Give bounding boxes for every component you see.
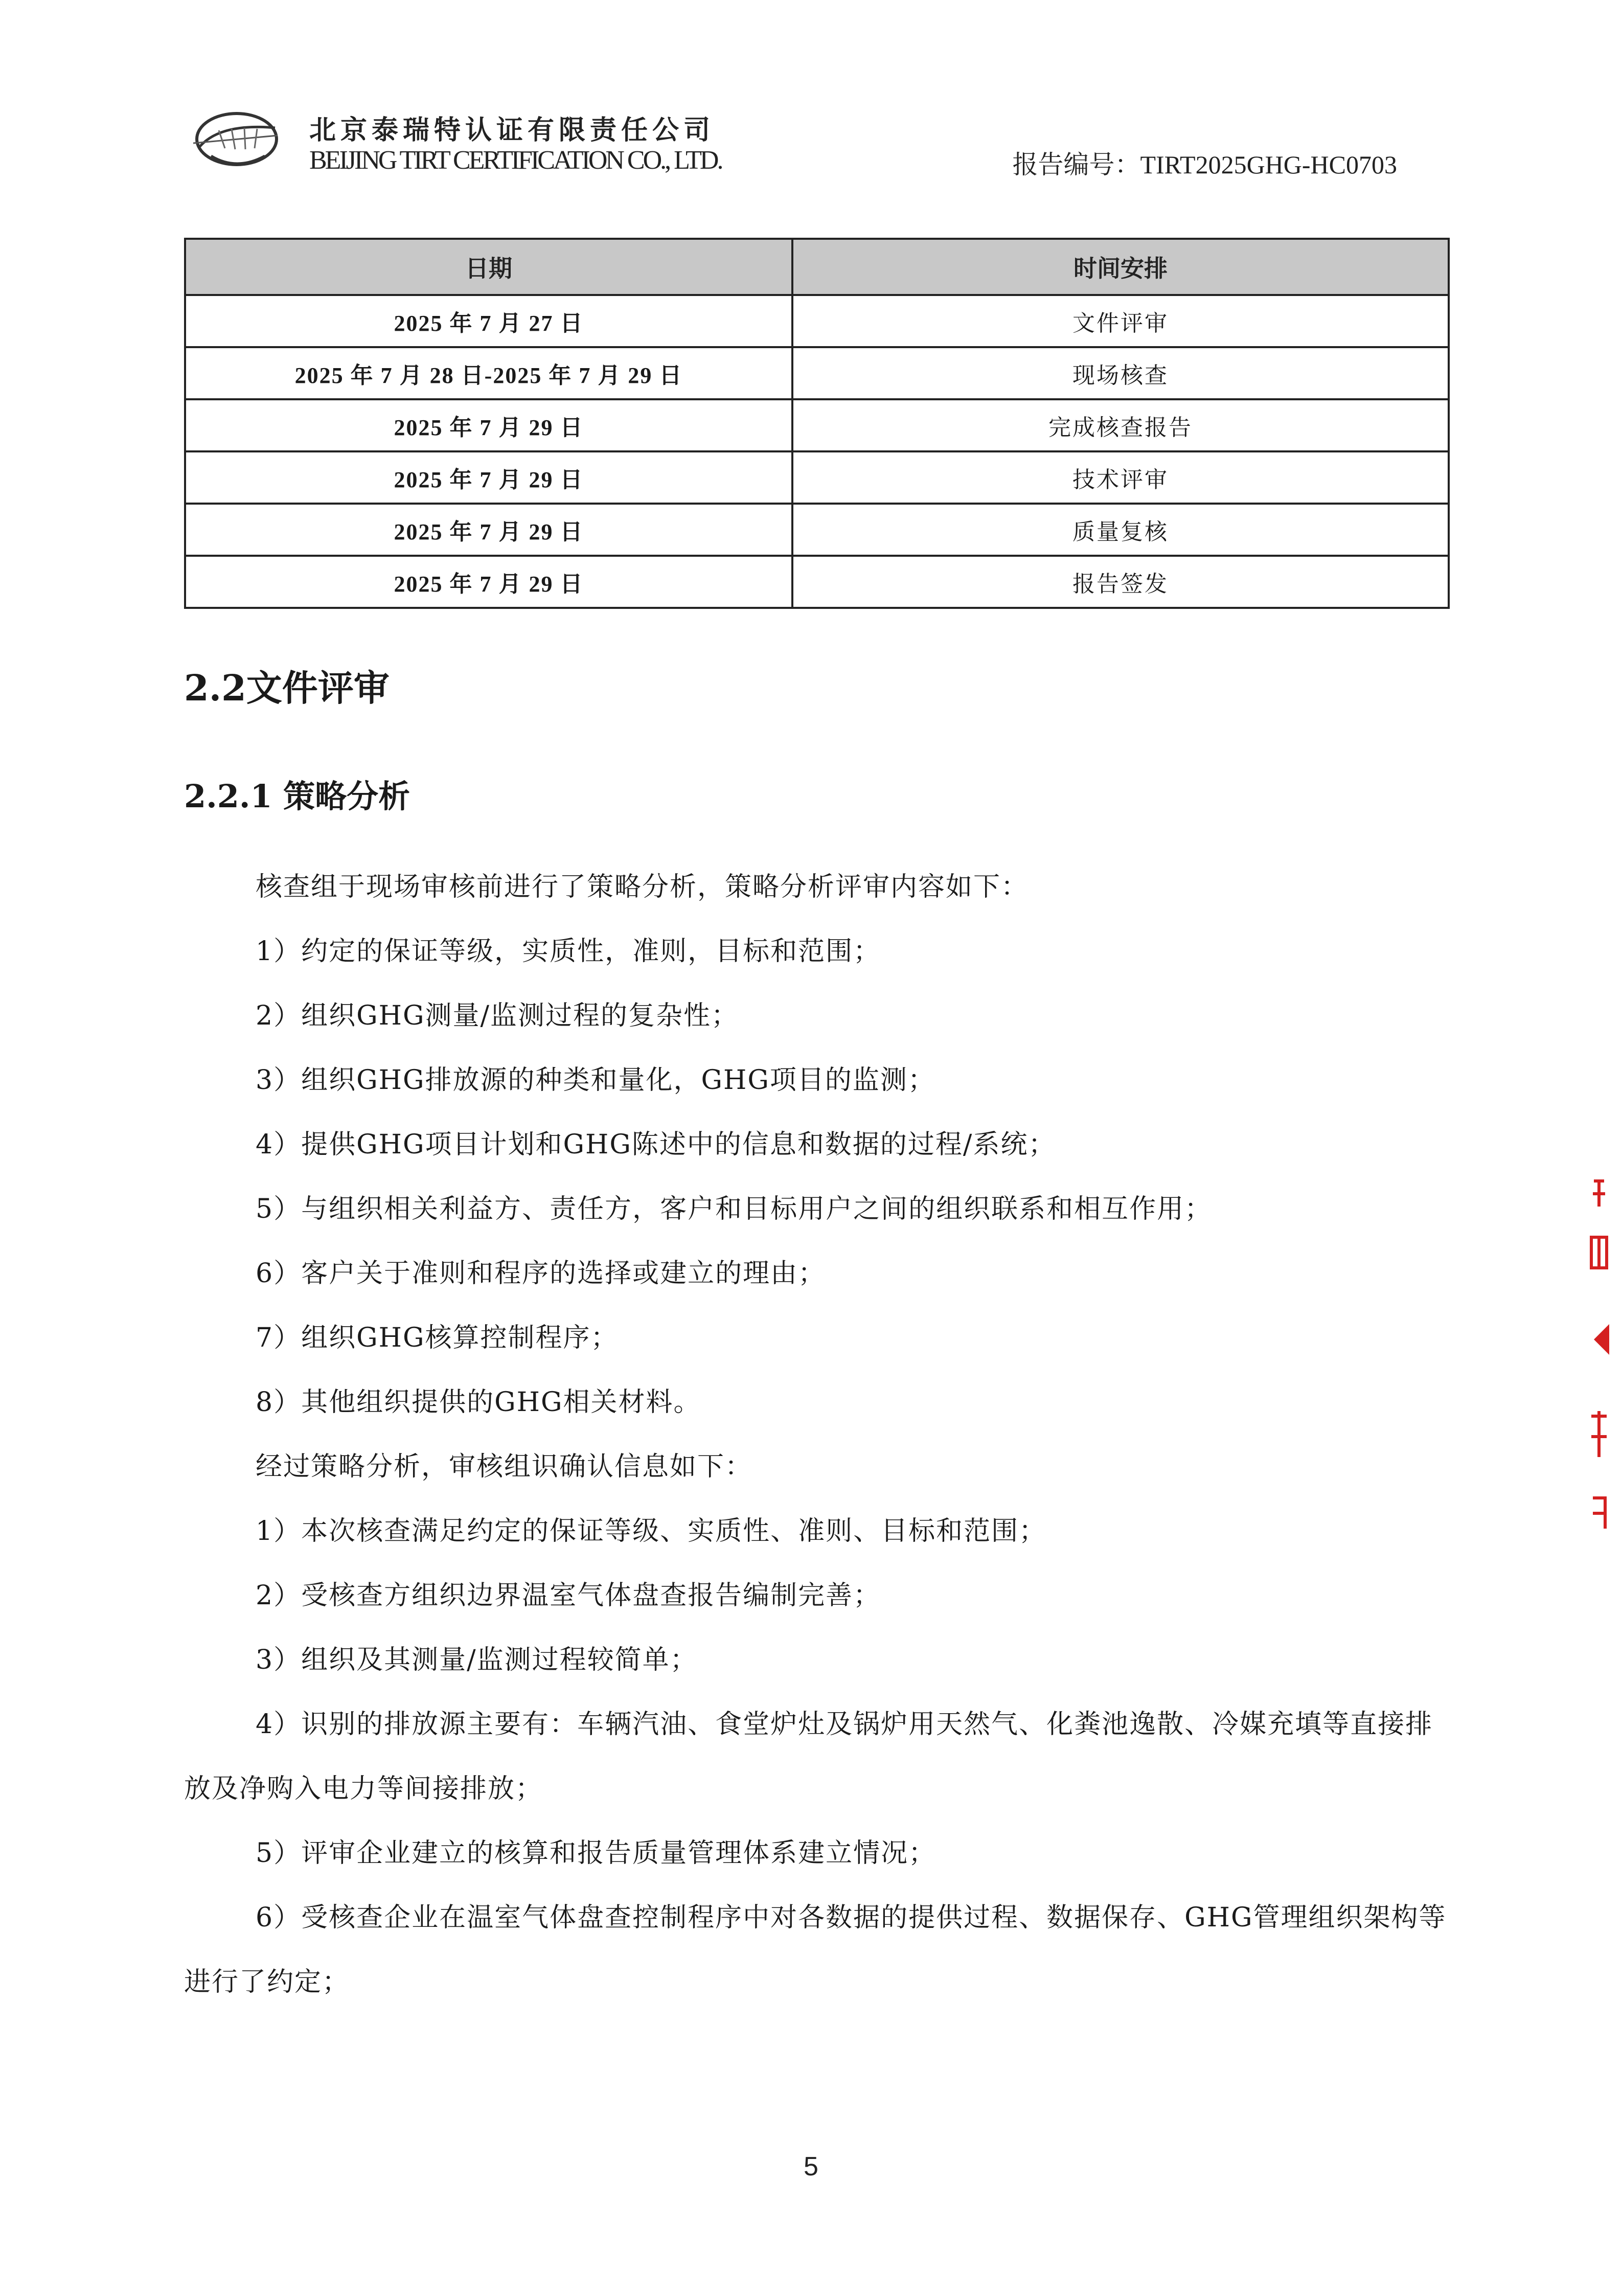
table-row: [185, 295, 1449, 347]
company-name-cn: 北京泰瑞特认证有限责任公司: [309, 115, 715, 146]
paragraph: 4）识别的排放源主要有：车辆汽油、食堂炉灶及锅炉用天然气、化粪池逸散、冷媒充填等直接排放及净购入电力等间接排放；: [184, 1709, 1433, 1804]
date-cell: 2025 年 7 月 29 日: [185, 556, 792, 608]
company-name-en: BEIJING TIRT CERTIFICATION CO., LTD.: [309, 146, 722, 175]
date-cell: 2025 年 7 月 28 日-2025 年 7 月 29 日: [185, 347, 792, 399]
paragraph: 4）提供GHG项目计划和GHG陈述中的信息和数据的过程/系统；: [256, 1129, 1056, 1160]
paragraph: 经过策略分析，审核组识确认信息如下：: [256, 1451, 753, 1482]
paragraph: 3）组织GHG排放源的种类和量化，GHG项目的监测；: [256, 1065, 935, 1096]
section-heading: 2.2文件评审: [184, 667, 390, 709]
task-cell: 现场核查: [792, 347, 1449, 399]
paragraph: 6）受核查企业在温室气体盘查控制程序中对各数据的提供过程、数据保存、GHG管理组织架构等进行了约定；: [184, 1902, 1447, 1997]
table-row: [185, 504, 1449, 556]
paragraph: 核查组于现场审核前进行了策略分析，策略分析评审内容如下：: [256, 872, 1029, 902]
task-cell: 质量复核: [792, 504, 1449, 556]
date-cell: 2025 年 7 月 29 日: [185, 451, 792, 504]
column-header-task: 时间安排: [792, 239, 1449, 295]
date-cell: 2025 年 7 月 29 日: [185, 399, 792, 451]
paragraph: 8）其他组织提供的GHG相关材料。: [256, 1387, 701, 1418]
paragraph: 7）组织GHG核算控制程序；: [256, 1323, 619, 1353]
table-row: [185, 347, 1449, 399]
table-row: [185, 556, 1449, 608]
table-row: [185, 399, 1449, 451]
paragraph: 3）组织及其测量/监测过程较简单；: [256, 1645, 698, 1675]
page-number: 5: [804, 2152, 818, 2181]
table-header-row: [185, 239, 1449, 295]
task-cell: 报告签发: [792, 556, 1449, 608]
schedule-table: [184, 238, 1450, 609]
table-row: [185, 451, 1449, 504]
paragraph: 5）与组织相关利益方、责任方，客户和目标用户之间的组织联系和相互作用；: [256, 1194, 1213, 1224]
paragraph: 1）约定的保证等级，实质性，准则，目标和范围；: [256, 936, 881, 967]
paragraph: 6）客户关于准则和程序的选择或建立的理由；: [256, 1258, 826, 1289]
task-cell: 文件评审: [792, 295, 1449, 347]
column-header-date: 日期: [185, 239, 792, 295]
seal-fragment-icon: [1584, 1171, 1614, 1559]
subsection-heading: 2.2.1 策略分析: [184, 778, 410, 815]
task-cell: 技术评审: [792, 451, 1449, 504]
task-cell: 完成核查报告: [792, 399, 1449, 451]
paragraph: 2）受核查方组织边界温室气体盘查报告编制完善；: [256, 1580, 881, 1611]
paragraph: 1）本次核查满足约定的保证等级、实质性、准则、目标和范围；: [256, 1516, 1047, 1547]
date-cell: 2025 年 7 月 27 日: [185, 295, 792, 347]
paragraph: 5）评审企业建立的核算和报告质量管理体系建立情况；: [256, 1838, 936, 1869]
paragraph: 2）组织GHG测量/监测过程的复杂性；: [256, 1001, 739, 1031]
date-cell: 2025 年 7 月 29 日: [185, 504, 792, 556]
company-logo-icon: [188, 107, 283, 176]
body-text: [184, 855, 1447, 2014]
report-number: 报告编号：TIRT2025GHG-HC0703: [1012, 150, 1397, 179]
